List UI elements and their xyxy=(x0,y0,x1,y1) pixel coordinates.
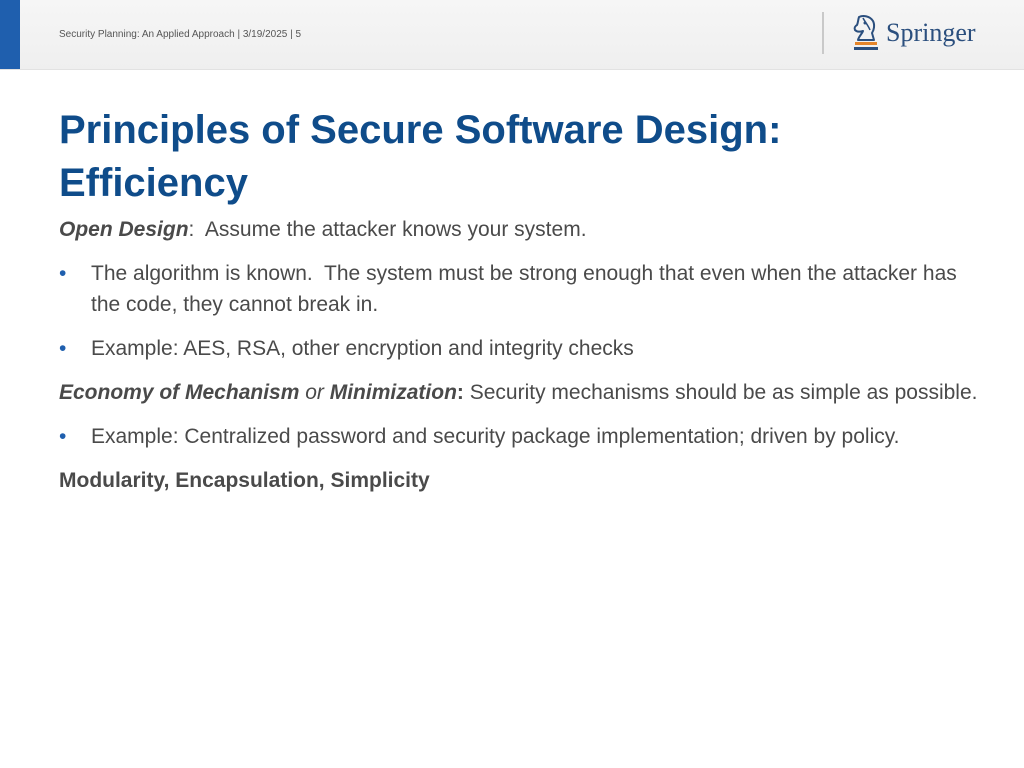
slide-footer-text: Security Planning: An Applied Approach | 3/19/2025 | 5 xyxy=(59,29,302,40)
chess-knight-icon xyxy=(850,13,880,51)
list-item xyxy=(59,421,979,452)
list-item xyxy=(59,258,979,320)
modularity-heading: Modularity, Encapsulation, Simplicity xyxy=(59,469,430,492)
slide-body xyxy=(59,214,979,509)
logo-divider xyxy=(822,12,824,54)
bullet-dot-icon: • xyxy=(59,425,67,448)
open-design-paragraph xyxy=(59,214,979,245)
bullet-dot-icon: • xyxy=(59,337,67,360)
slide-title-line1: Principles of Secure Software Design: xyxy=(59,108,782,152)
economy-text: Security mechanisms should be as simple as possible. xyxy=(463,381,978,404)
bullet-text: Example: Centralized password and security package implementation; driven by policy. xyxy=(91,425,900,448)
open-design-colon: : xyxy=(188,218,195,241)
list-item xyxy=(59,333,979,364)
bullet-text: The algorithm is known. The system must be strong enough that even when the attacker has the code, they cannot break in. xyxy=(91,262,963,316)
slide-title xyxy=(59,104,959,210)
slide-title-line2: Efficiency xyxy=(59,161,248,205)
economy-paragraph xyxy=(59,377,979,408)
economy-term: Economy of Mechanism xyxy=(59,381,300,404)
springer-logo-text: Springer xyxy=(886,18,976,47)
open-design-text: Assume the attacker knows your system. xyxy=(194,218,587,241)
open-design-term: Open Design xyxy=(59,218,189,241)
springer-logo xyxy=(850,13,980,53)
minimization-term: Minimization xyxy=(329,381,457,404)
bullet-text: Example: AES, RSA, other encryption and integrity checks xyxy=(91,337,634,360)
economy-colon: : xyxy=(456,381,464,404)
accent-strip xyxy=(0,0,20,69)
header-bar xyxy=(0,0,1024,70)
bullet-dot-icon: • xyxy=(59,262,67,285)
economy-connector: or xyxy=(299,381,330,404)
